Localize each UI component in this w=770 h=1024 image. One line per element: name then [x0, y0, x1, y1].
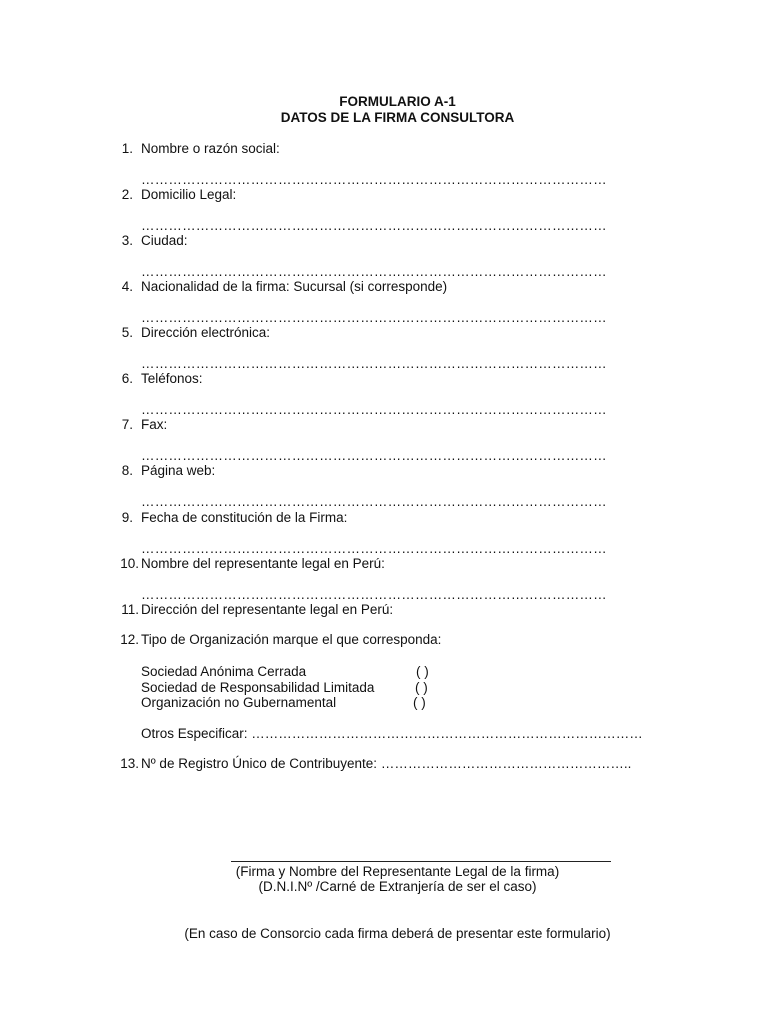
item-blank-line: ………………………………………………………………………………………… — [141, 218, 607, 233]
item-number: 12. — [120, 632, 139, 647]
item-number: 9. — [121, 510, 133, 525]
otros-blank-line: …………………………………………………………………………… — [251, 726, 643, 741]
form-title: FORMULARIO A-1 — [339, 94, 456, 109]
item-number: 2. — [121, 187, 133, 202]
otros-especificar-field[interactable] — [141, 726, 643, 742]
org-type-checkbox[interactable]: ( ) — [416, 664, 429, 679]
item-blank-line: ……………………………………………….. — [380, 756, 632, 771]
item-number: 10. — [120, 556, 139, 571]
item-number: 13. — [120, 756, 139, 771]
item-blank-line: ………………………………………………………………………………………… — [141, 448, 607, 463]
item-blank-line: ………………………………………………………………………………………… — [141, 356, 607, 371]
org-type-label: Sociedad de Responsabilidad Limitada — [141, 680, 375, 695]
org-type-checkbox[interactable]: ( ) — [415, 680, 428, 695]
org-type-label: Organización no Gubernamental — [141, 695, 337, 710]
item-number: 4. — [121, 279, 133, 294]
item-number: 6. — [121, 371, 133, 386]
item-label: Fecha de constitución de la Firma: — [141, 510, 348, 525]
item-number: 7. — [121, 417, 133, 432]
item-number: 11. — [121, 602, 139, 617]
otros-label: Otros Especificar: — [141, 726, 248, 741]
item-number: 1. — [121, 141, 133, 156]
item-blank-line: ………………………………………………………………………………………… — [141, 587, 607, 602]
signature-line — [231, 861, 611, 862]
item-label: Teléfonos: — [141, 371, 203, 386]
org-type-checkbox[interactable]: ( ) — [413, 695, 426, 710]
item-label: Página web: — [141, 463, 216, 478]
item-label: Fax: — [141, 417, 168, 432]
item-blank-line: ………………………………………………………………………………………… — [141, 310, 607, 325]
footer-note: (En caso de Consorcio cada firma deberá de presentar este formulario) — [184, 926, 611, 941]
form-subtitle: DATOS DE LA FIRMA CONSULTORA — [280, 110, 515, 125]
item-label: Nacionalidad de la firma: Sucursal (si corresponde) — [141, 279, 448, 294]
item-blank-line: ………………………………………………………………………………………… — [141, 264, 607, 279]
item-label: Dirección del representante legal en Perú: — [141, 602, 394, 617]
item-blank-line: ………………………………………………………………………………………… — [141, 402, 607, 417]
item-label: Dirección electrónica: — [141, 325, 271, 340]
item-number: 3. — [121, 233, 133, 248]
item-blank-line: ………………………………………………………………………………………… — [141, 172, 607, 187]
item-number: 5. — [121, 325, 133, 340]
item-blank-line: ………………………………………………………………………………………… — [141, 494, 607, 509]
item-label: Tipo de Organización marque el que corresponda: — [141, 632, 442, 647]
item-label: Nº de Registro Único de Contribuyente: — [141, 756, 378, 771]
org-type-label: Sociedad Anónima Cerrada — [141, 664, 307, 679]
item-number: 8. — [121, 463, 133, 478]
item-label: Ciudad: — [141, 233, 188, 248]
signature-id-caption: (D.N.I.Nº /Carné de Extranjería de ser el caso) — [258, 879, 537, 894]
item-label: Domicilio Legal: — [141, 187, 237, 202]
item-label: Nombre o razón social: — [141, 141, 280, 156]
ruc-field[interactable] — [141, 756, 631, 772]
item-blank-line: ………………………………………………………………………………………… — [141, 541, 607, 556]
item-label: Nombre del representante legal en Perú: — [141, 556, 385, 571]
signature-caption: (Firma y Nombre del Representante Legal de la firma) — [235, 864, 560, 879]
